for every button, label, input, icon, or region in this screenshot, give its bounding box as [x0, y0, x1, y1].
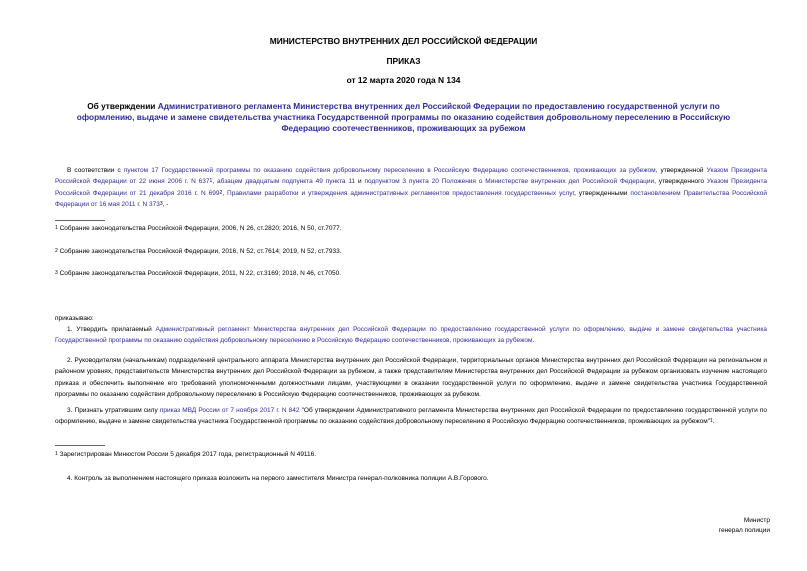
order-item-3: [55, 405, 767, 428]
footnote-ref[interactable]: 1: [710, 418, 713, 425]
item3-text-2: "Об утверждении Административного регламента Министерства внутренних дел Российской Федерации по предоставлению государственной услуги по оформлению, выдаче и замене свидетельства участника Государственной программы по оказанию содействия добровольному переселению в Российскую Федерацию соотечественников, проживающих за рубежом": [55, 407, 767, 426]
preamble-link-4[interactable]: подпунктом 3 пункта 20 Положения о Министерстве внутренних дел Российской Федерации: [364, 178, 655, 186]
preamble-text-6: ,: [222, 189, 228, 197]
item1-text-1: 1. Утвердить прилагаемый: [67, 326, 156, 333]
signature-rank: генерал полиции: [718, 527, 770, 534]
document-type: ПРИКАЗ: [386, 56, 421, 66]
preamble-link-1[interactable]: пунктом 17 Государственной программы по оказанию содействия добровольному переселению в Российскую Федерацию соотечественников, проживающих за рубежом: [123, 167, 656, 174]
ministry-heading: МИНИСТЕРСТВО ВНУТРЕННИХ ДЕЛ РОССИЙСКОЙ ФЕДЕРАЦИИ: [269, 36, 538, 46]
preamble-text-8: , -: [162, 200, 169, 208]
footnote-separator: [55, 220, 105, 221]
footnote-mark: 3: [55, 270, 58, 276]
footnote-mark: 1: [55, 225, 58, 231]
preamble-link-5[interactable]: Указом Президента Российской Федерации от 21 декабря 2016 г. N 699: [55, 178, 767, 197]
item3-order-link[interactable]: приказ МВД России от 7 ноября 2017 г. N 842: [159, 407, 300, 414]
preamble-link-3[interactable]: абзацем двадцатым подпункта 49 пункта 11: [217, 178, 356, 186]
preamble-link-7[interactable]: постановлением Правительства Российской Федерации от 16 мая 2011 г. N 373: [55, 189, 768, 208]
order-item-1: [55, 324, 767, 347]
footnote-item: [55, 248, 342, 255]
footnote-mark: 2: [55, 248, 58, 254]
title-regulation-link[interactable]: Административного регламента Министерства внутренних дел Российской Федерации по предоставлению государственной услуги по оформлению, выдаче и замене свидетельства участника Государственной программы по оказанию содействия добровольному переселению в Российскую Федерацию соотечественников, проживающих за рубежом: [76, 101, 731, 134]
footnote-text: Собрание законодательства Российской Федерации, 2016, N 52, ст.7614; 2019, N 52, ст.7933.: [59, 248, 342, 255]
footnote-text: Собрание законодательства Российской Федерации, 2011, N 22, ст.3169; 2018, N 46, ст.7050.: [59, 270, 342, 277]
preamble-text-1: В соответствии с: [67, 167, 124, 174]
document-title: [70, 101, 737, 135]
footnote-item: [55, 270, 341, 277]
order-word: приказываю:: [55, 315, 94, 322]
preamble-text-5: , утвержденного: [654, 178, 707, 186]
order-item-2: 2. Руководителям (начальникам) подразделений центрального аппарата Министерства внутренних дел Российской Федерации, территориальных органов Министерства внутренних дел Российской Федерации на региональном и районном уровнях, представительств Министерства внутренних дел Российской Федерации за рубежом, а также представителям Министерства внутренних дел Российской Федерации за рубежом организовать изучение настоящего приказа и обеспечить выполнение его требований уполномоченными должностными лицами, участвующими в оказании государственной услуги по оформлению, выдаче и замене свидетельства участника Государственной программы по оказанию содействия добровольному переселению в Российскую Федерацию соотечественников, проживающих за рубежом.: [55, 357, 767, 398]
document-date-number: от 12 марта 2020 года N 134: [346, 75, 461, 85]
title-prefix: Об утверждении: [87, 101, 158, 111]
footnote-mark: 1: [55, 451, 58, 457]
preamble-link-6[interactable]: Правилами разработки и утверждения административных регламентов предоставления государственных услуг: [227, 189, 575, 197]
footnote-text: Зарегистрирован Минюстом России 5 декабря 2017 года, регистрационный N 49116.: [59, 451, 317, 458]
footnote-ref[interactable]: 3: [159, 200, 163, 207]
footnote-text: Собрание законодательства Российской Федерации, 2006, N 26, ст.2820; 2016, N 50, ст.7077.: [59, 225, 342, 232]
preamble-text-3: ,: [212, 178, 217, 186]
order-item-4: 4. Контроль за выполнением настоящего приказа возложить на первого заместителя Министра генерал-полковника полиции А.В.Горового.: [67, 475, 489, 482]
footnote-item: [55, 451, 316, 458]
item1-regulation-link[interactable]: Административный регламент Министерства внутренних дел Российской Федерации по предоставлению государственной услуги по оформлению, выдаче и замене свидетельства участника Государственной программы по оказанию содействия добровольному переселению в Российскую Федерацию соотечественников, проживающих за рубежом: [55, 326, 767, 345]
preamble-link-2[interactable]: Указом Президента Российской Федерации от 22 июня 2006 г. N 637: [55, 167, 767, 186]
item3-text-1: 3. Признать утратившим силу: [67, 407, 160, 414]
footnote-item: [55, 225, 342, 232]
preamble-text-4: и: [355, 178, 365, 186]
item3-text-3: .: [712, 418, 715, 426]
footnote-ref[interactable]: 2: [219, 189, 223, 196]
preamble-text-7: , утвержденными: [574, 189, 631, 197]
preamble-paragraph: [55, 165, 767, 210]
preamble-text-2: , утвержденной: [655, 167, 707, 174]
footnote-ref[interactable]: 1: [209, 178, 213, 185]
signature-position: Министр: [743, 517, 770, 524]
item1-text-2: .: [532, 337, 535, 345]
footnote-separator: [55, 445, 105, 446]
